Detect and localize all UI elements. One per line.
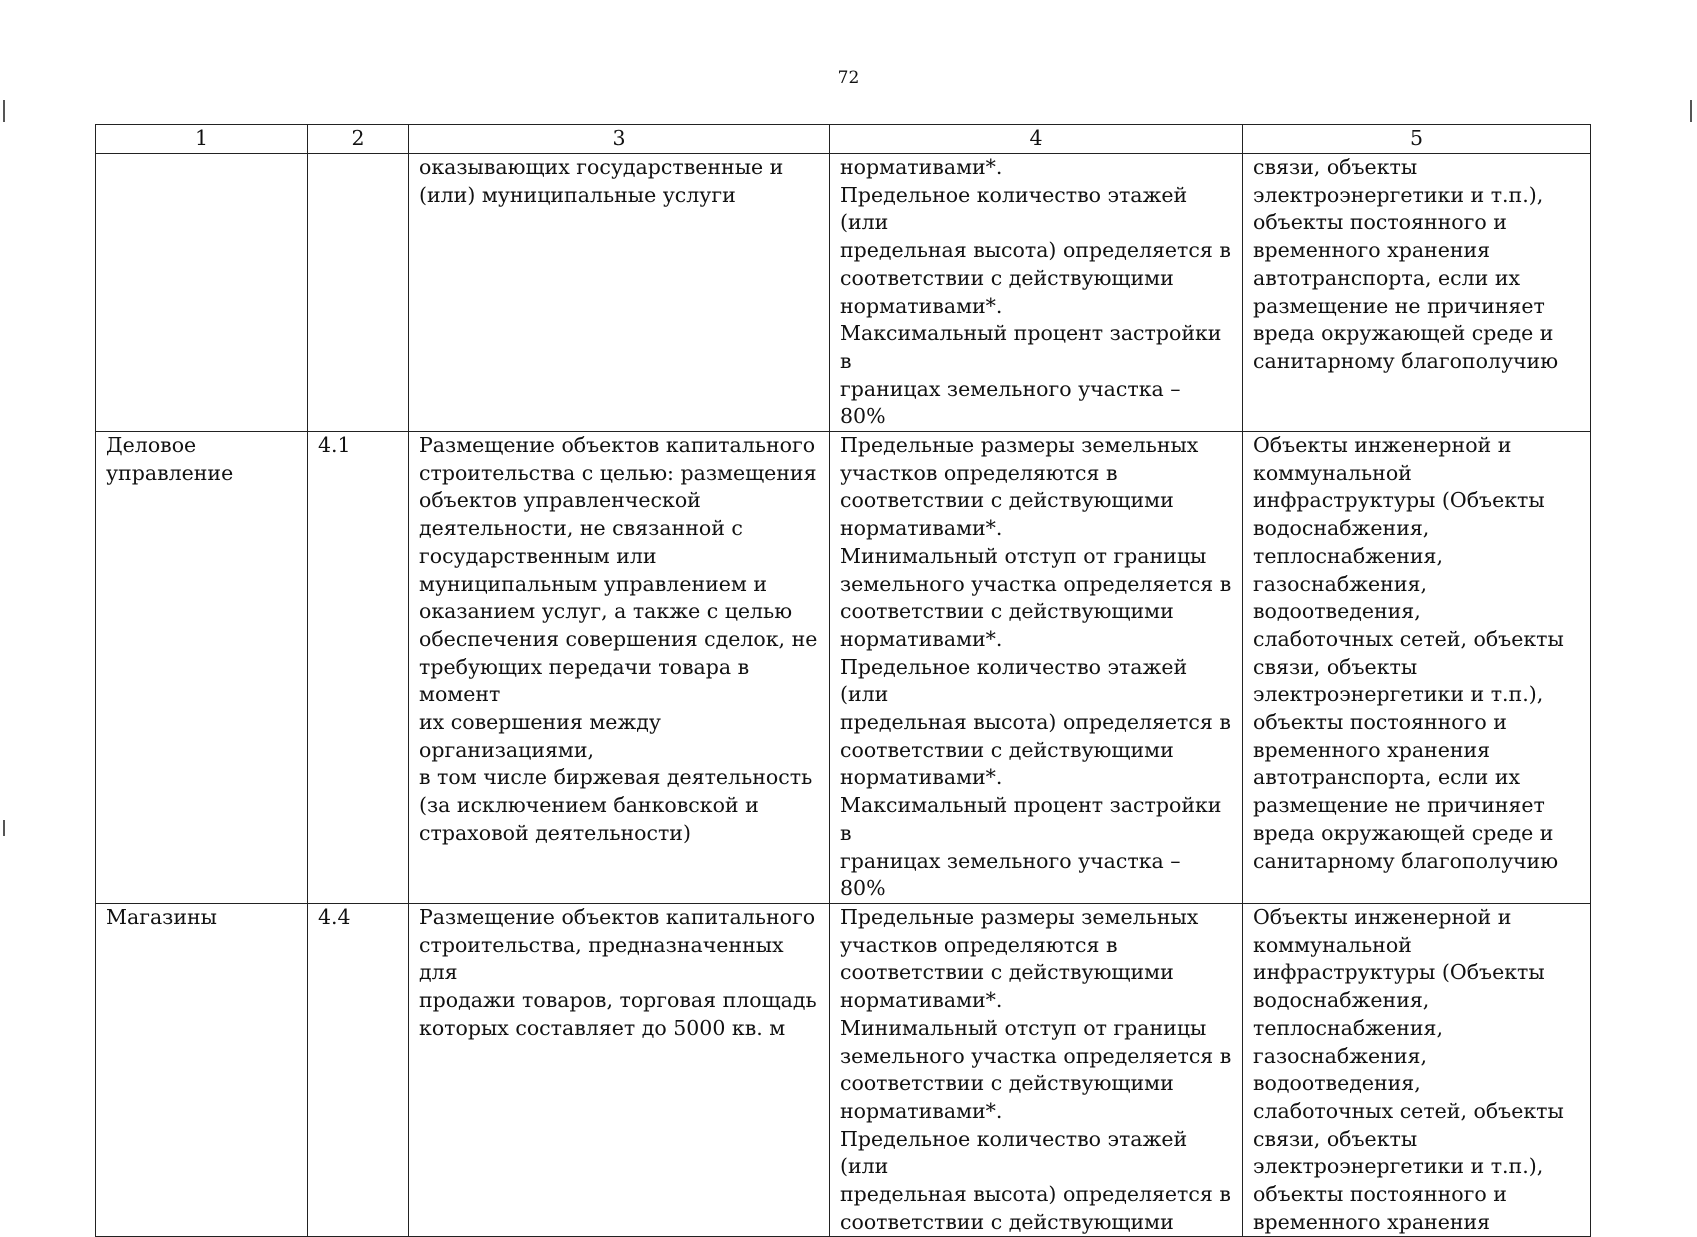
header-col-4: 4 — [830, 125, 1243, 154]
scan-edge-mark — [3, 100, 5, 122]
header-col-5: 5 — [1243, 125, 1591, 154]
cell-code: 4.4 — [308, 903, 409, 1236]
cell-parameters: нормативами*. Предельное количество этажей (или предельная высота) определяется в соответствии с действующими нормативами*. Максимальный процент застройки в границах земельного участка – 80% — [830, 154, 1243, 432]
table-header-row — [96, 125, 1591, 154]
header-col-1: 1 — [96, 125, 308, 154]
table-row — [96, 154, 1591, 432]
zoning-table — [95, 124, 1591, 1237]
cell-description: оказывающих государственные и (или) муниципальные услуги — [409, 154, 830, 432]
header-col-2: 2 — [308, 125, 409, 154]
table-row — [96, 903, 1591, 1236]
cell-use-name: Магазины — [96, 903, 308, 1236]
header-col-3: 3 — [409, 125, 830, 154]
table-row — [96, 432, 1591, 904]
page-number: 72 — [837, 68, 860, 88]
cell-code — [308, 154, 409, 432]
cell-description: Размещение объектов капитального строительства, предназначенных для продажи товаров, торговая площадь которых составляет до 5000 кв. м — [409, 903, 830, 1236]
cell-auxiliary-objects: Объекты инженерной и коммунальной инфраструктуры (Объекты водоснабжения, теплоснабжения, газоснабжения, водоотведения, слаботочных сетей, объекты связи, объекты электроэнергетики и т.п.), объекты постоянного и временного хранения автотранспорта, если их размещение не причиняет вреда окружающей среде и санитарному благополучию — [1243, 432, 1591, 904]
cell-auxiliary-objects: Объекты инженерной и коммунальной инфраструктуры (Объекты водоснабжения, теплоснабжения, газоснабжения, водоотведения, слаботочных сетей, объекты связи, объекты электроэнергетики и т.п.), объекты постоянного и временного хранения — [1243, 903, 1591, 1236]
cell-code: 4.1 — [308, 432, 409, 904]
cell-use-name: Деловое управление — [96, 432, 308, 904]
cell-parameters: Предельные размеры земельных участков определяются в соответствии с действующими нормативами*. Минимальный отступ от границы земельного участка определяется в соответствии с действующими нормативами*. Предельное количество этажей (или предельная высота) определяется в соответствии с действующими — [830, 903, 1243, 1236]
cell-description: Размещение объектов капитального строительства с целью: размещения объектов управленческой деятельности, не связанной с государственным или муниципальным управлением и оказанием услуг, а также с целью обеспечения совершения сделок, не требующих передачи товара в момент их совершения между организациями, в том числе биржевая деятельность (за исключением банковской и страховой деятельности) — [409, 432, 830, 904]
cell-use-name — [96, 154, 308, 432]
cell-parameters: Предельные размеры земельных участков определяются в соответствии с действующими нормативами*. Минимальный отступ от границы земельного участка определяется в соответствии с действующими нормативами*. Предельное количество этажей (или предельная высота) определяется в соответствии с действующими нормативами*. Максимальный процент застройки в границах земельного участка – 80% — [830, 432, 1243, 904]
scan-edge-mark — [3, 820, 5, 836]
cell-auxiliary-objects: связи, объекты электроэнергетики и т.п.), объекты постоянного и временного хранения автотранспорта, если их размещение не причиняет вреда окружающей среде и санитарному благополучию — [1243, 154, 1591, 432]
scan-edge-mark — [1690, 100, 1692, 122]
